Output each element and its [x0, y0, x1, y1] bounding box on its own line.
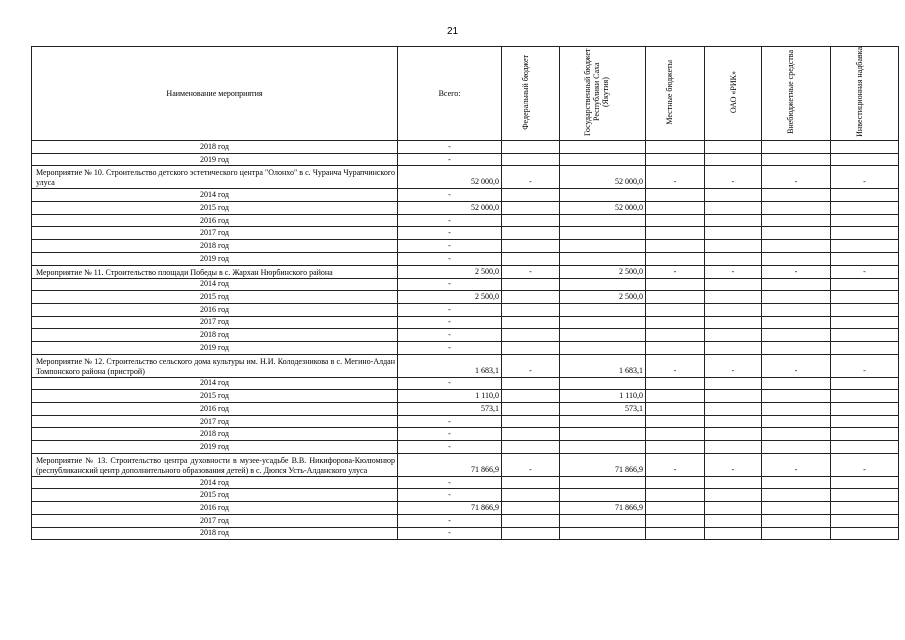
year-row [32, 514, 899, 527]
rik-cell [705, 415, 762, 428]
republic-cell [560, 278, 646, 291]
local-cell [646, 403, 705, 416]
local-cell [646, 476, 705, 489]
total-cell: 71 866,9 [398, 453, 502, 476]
offbudget-cell [762, 502, 831, 515]
header-republic: Государственный бюджет Республики Саха (Якутия) [560, 47, 646, 141]
year-row [32, 527, 899, 540]
total-cell: - [398, 153, 502, 166]
offbudget-cell [762, 390, 831, 403]
republic-cell: 71 866,9 [560, 453, 646, 476]
local-cell [646, 341, 705, 354]
year-cell: 2017 год [32, 316, 398, 329]
year-cell: 2016 год [32, 303, 398, 316]
invest-cell [831, 341, 899, 354]
total-cell: - [398, 377, 502, 390]
invest-cell [831, 240, 899, 253]
local-cell [646, 514, 705, 527]
year-cell: 2016 год [32, 502, 398, 515]
local-cell: - [646, 166, 705, 189]
republic-cell: 1 683,1 [560, 354, 646, 377]
total-cell: - [398, 489, 502, 502]
invest-cell [831, 303, 899, 316]
year-cell: 2016 год [32, 403, 398, 416]
invest-cell [831, 489, 899, 502]
year-row [32, 141, 899, 154]
invest-cell: - [831, 453, 899, 476]
year-cell: 2015 год [32, 291, 398, 304]
year-row [32, 341, 899, 354]
rik-cell [705, 214, 762, 227]
year-row [32, 329, 899, 342]
federal-cell [502, 527, 560, 540]
header-total: Всего: [398, 47, 502, 141]
event-name-cell: Мероприятие № 13. Строительство центра духовности в музее-усадьбе В.В. Никифорова-Кюлюмнюр (республиканский центр дополнительного образования детей) в с. Дюпся Усть-Алданского улуса [32, 453, 398, 476]
event-row [32, 354, 899, 377]
invest-cell: - [831, 166, 899, 189]
republic-cell: 2 500,0 [560, 291, 646, 304]
year-cell: 2018 год [32, 329, 398, 342]
rik-cell [705, 291, 762, 304]
event-row [32, 453, 899, 476]
offbudget-cell [762, 441, 831, 454]
rik-cell [705, 502, 762, 515]
header-offbudget: Внебюджетные средства [762, 47, 831, 141]
year-row [32, 476, 899, 489]
republic-cell: 52 000,0 [560, 202, 646, 215]
offbudget-cell [762, 377, 831, 390]
offbudget-cell [762, 476, 831, 489]
total-cell: 2 500,0 [398, 265, 502, 278]
federal-cell [502, 153, 560, 166]
offbudget-cell [762, 341, 831, 354]
year-cell: 2018 год [32, 141, 398, 154]
total-cell: - [398, 514, 502, 527]
invest-cell [831, 227, 899, 240]
local-cell [646, 278, 705, 291]
rik-cell [705, 303, 762, 316]
republic-cell [560, 141, 646, 154]
year-row [32, 428, 899, 441]
total-cell: 573,1 [398, 403, 502, 416]
federal-cell: - [502, 354, 560, 377]
federal-cell [502, 341, 560, 354]
federal-cell [502, 291, 560, 304]
federal-cell [502, 240, 560, 253]
rik-cell [705, 202, 762, 215]
rik-cell [705, 428, 762, 441]
year-row [32, 377, 899, 390]
rik-cell: - [705, 453, 762, 476]
year-row [32, 202, 899, 215]
federal-cell [502, 403, 560, 416]
republic-cell [560, 527, 646, 540]
rik-cell [705, 527, 762, 540]
rik-cell [705, 153, 762, 166]
federal-cell [502, 476, 560, 489]
offbudget-cell [762, 252, 831, 265]
republic-cell [560, 227, 646, 240]
total-cell: - [398, 316, 502, 329]
invest-cell [831, 153, 899, 166]
local-cell [646, 441, 705, 454]
republic-cell [560, 316, 646, 329]
year-cell: 2015 год [32, 489, 398, 502]
federal-cell [502, 390, 560, 403]
invest-cell [831, 329, 899, 342]
year-cell: 2015 год [32, 390, 398, 403]
year-cell: 2015 год [32, 202, 398, 215]
offbudget-cell [762, 403, 831, 416]
invest-cell [831, 476, 899, 489]
republic-cell [560, 377, 646, 390]
federal-cell [502, 428, 560, 441]
republic-cell [560, 189, 646, 202]
republic-cell [560, 303, 646, 316]
local-cell [646, 214, 705, 227]
republic-cell [560, 415, 646, 428]
year-row [32, 214, 899, 227]
rik-cell [705, 316, 762, 329]
year-cell: 2019 год [32, 341, 398, 354]
year-row [32, 291, 899, 304]
invest-cell [831, 141, 899, 154]
year-row [32, 502, 899, 515]
local-cell [646, 489, 705, 502]
total-cell: 1 683,1 [398, 354, 502, 377]
total-cell: - [398, 141, 502, 154]
total-cell: - [398, 476, 502, 489]
rik-cell: - [705, 354, 762, 377]
republic-cell [560, 214, 646, 227]
year-row [32, 278, 899, 291]
federal-cell [502, 489, 560, 502]
federal-cell: - [502, 265, 560, 278]
offbudget-cell [762, 153, 831, 166]
rik-cell [705, 441, 762, 454]
invest-cell [831, 441, 899, 454]
republic-cell [560, 441, 646, 454]
year-cell: 2019 год [32, 153, 398, 166]
rik-cell [705, 278, 762, 291]
year-cell: 2014 год [32, 377, 398, 390]
rik-cell [705, 252, 762, 265]
rik-cell [705, 227, 762, 240]
total-cell: - [398, 441, 502, 454]
rik-cell [705, 403, 762, 416]
federal-cell [502, 189, 560, 202]
local-cell [646, 428, 705, 441]
local-cell: - [646, 265, 705, 278]
total-cell: - [398, 240, 502, 253]
year-cell: 2017 год [32, 415, 398, 428]
federal-cell [502, 316, 560, 329]
republic-cell [560, 341, 646, 354]
rik-cell [705, 377, 762, 390]
local-cell [646, 329, 705, 342]
federal-cell [502, 415, 560, 428]
federal-cell [502, 514, 560, 527]
offbudget-cell: - [762, 453, 831, 476]
year-cell: 2017 год [32, 514, 398, 527]
total-cell: - [398, 189, 502, 202]
local-cell [646, 303, 705, 316]
year-cell: 2019 год [32, 441, 398, 454]
offbudget-cell [762, 415, 831, 428]
year-cell: 2014 год [32, 278, 398, 291]
table-body [32, 141, 899, 540]
local-cell [646, 415, 705, 428]
invest-cell [831, 415, 899, 428]
federal-cell [502, 329, 560, 342]
year-cell: 2014 год [32, 476, 398, 489]
federal-cell [502, 441, 560, 454]
invest-cell [831, 202, 899, 215]
year-row [32, 189, 899, 202]
year-cell: 2018 год [32, 240, 398, 253]
year-row [32, 489, 899, 502]
rik-cell [705, 141, 762, 154]
local-cell [646, 227, 705, 240]
rik-cell [705, 476, 762, 489]
year-row [32, 403, 899, 416]
offbudget-cell [762, 316, 831, 329]
federal-cell: - [502, 166, 560, 189]
total-cell: - [398, 227, 502, 240]
republic-cell [560, 428, 646, 441]
invest-cell [831, 502, 899, 515]
invest-cell [831, 214, 899, 227]
republic-cell [560, 489, 646, 502]
total-cell: 52 000,0 [398, 166, 502, 189]
year-row [32, 240, 899, 253]
local-cell [646, 202, 705, 215]
republic-cell: 71 866,9 [560, 502, 646, 515]
local-cell [646, 153, 705, 166]
offbudget-cell [762, 240, 831, 253]
total-cell: 2 500,0 [398, 291, 502, 304]
year-row [32, 415, 899, 428]
rik-cell [705, 329, 762, 342]
budget-table [31, 46, 899, 540]
total-cell: - [398, 303, 502, 316]
federal-cell [502, 377, 560, 390]
rik-cell [705, 189, 762, 202]
local-cell [646, 189, 705, 202]
offbudget-cell [762, 329, 831, 342]
rik-cell: - [705, 166, 762, 189]
republic-cell: 1 110,0 [560, 390, 646, 403]
offbudget-cell [762, 202, 831, 215]
federal-cell [502, 214, 560, 227]
rik-cell [705, 240, 762, 253]
federal-cell [502, 252, 560, 265]
federal-cell [502, 502, 560, 515]
year-row [32, 303, 899, 316]
total-cell: - [398, 415, 502, 428]
offbudget-cell [762, 303, 831, 316]
invest-cell [831, 278, 899, 291]
offbudget-cell: - [762, 354, 831, 377]
year-cell: 2018 год [32, 527, 398, 540]
local-cell: - [646, 354, 705, 377]
total-cell: - [398, 214, 502, 227]
event-name-cell: Мероприятие № 10. Строительство детского эстетического центра "Олонхо" в с. Чуранча Чурапчинского улуса [32, 166, 398, 189]
offbudget-cell: - [762, 265, 831, 278]
federal-cell [502, 303, 560, 316]
invest-cell [831, 252, 899, 265]
republic-cell [560, 476, 646, 489]
event-name-cell: Мероприятие № 11. Строительство площади Победы в с. Жархан Нюрбинского района [32, 265, 398, 278]
invest-cell [831, 189, 899, 202]
year-cell: 2016 год [32, 214, 398, 227]
offbudget-cell [762, 141, 831, 154]
federal-cell [502, 141, 560, 154]
republic-cell [560, 240, 646, 253]
offbudget-cell [762, 514, 831, 527]
year-cell: 2014 год [32, 189, 398, 202]
republic-cell: 52 000,0 [560, 166, 646, 189]
republic-cell [560, 252, 646, 265]
year-row [32, 227, 899, 240]
total-cell: - [398, 428, 502, 441]
total-cell: - [398, 329, 502, 342]
total-cell: 1 110,0 [398, 390, 502, 403]
invest-cell [831, 377, 899, 390]
invest-cell [831, 390, 899, 403]
header-local: Местные бюджеты [646, 47, 705, 141]
year-row [32, 252, 899, 265]
header-rik: ОАО «РИК» [705, 47, 762, 141]
year-row [32, 390, 899, 403]
federal-cell [502, 278, 560, 291]
offbudget-cell: - [762, 166, 831, 189]
invest-cell [831, 316, 899, 329]
invest-cell: - [831, 265, 899, 278]
federal-cell [502, 202, 560, 215]
year-cell: 2019 год [32, 252, 398, 265]
offbudget-cell [762, 214, 831, 227]
invest-cell [831, 403, 899, 416]
total-cell: - [398, 252, 502, 265]
offbudget-cell [762, 227, 831, 240]
local-cell [646, 252, 705, 265]
total-cell: - [398, 341, 502, 354]
republic-cell [560, 329, 646, 342]
local-cell [646, 527, 705, 540]
invest-cell [831, 428, 899, 441]
total-cell: 52 000,0 [398, 202, 502, 215]
total-cell: 71 866,9 [398, 502, 502, 515]
invest-cell [831, 527, 899, 540]
invest-cell [831, 514, 899, 527]
event-row [32, 265, 899, 278]
republic-cell: 573,1 [560, 403, 646, 416]
rik-cell [705, 341, 762, 354]
year-row [32, 316, 899, 329]
republic-cell [560, 514, 646, 527]
year-row [32, 441, 899, 454]
local-cell [646, 390, 705, 403]
offbudget-cell [762, 428, 831, 441]
local-cell [646, 141, 705, 154]
federal-cell [502, 227, 560, 240]
local-cell [646, 240, 705, 253]
year-cell: 2018 год [32, 428, 398, 441]
event-name-cell: Мероприятие № 12. Строительство сельского дома культуры им. Н.И. Колодезникова в с. Мегино-Алдан Томпонского района (пристрой) [32, 354, 398, 377]
rik-cell [705, 390, 762, 403]
offbudget-cell [762, 291, 831, 304]
header-invest: Инвестиционная надбавка [831, 47, 899, 141]
invest-cell: - [831, 354, 899, 377]
header-federal: Федеральный бюджет [502, 47, 560, 141]
total-cell: - [398, 278, 502, 291]
page-number: 21 [446, 26, 459, 37]
year-row [32, 153, 899, 166]
rik-cell [705, 489, 762, 502]
local-cell [646, 316, 705, 329]
local-cell [646, 291, 705, 304]
offbudget-cell [762, 189, 831, 202]
header-name: Наименование мероприятия [32, 47, 398, 141]
republic-cell: 2 500,0 [560, 265, 646, 278]
invest-cell [831, 291, 899, 304]
event-row [32, 166, 899, 189]
total-cell: - [398, 527, 502, 540]
local-cell: - [646, 453, 705, 476]
local-cell [646, 377, 705, 390]
rik-cell: - [705, 265, 762, 278]
federal-cell: - [502, 453, 560, 476]
table-header-row [32, 47, 899, 141]
republic-cell [560, 153, 646, 166]
offbudget-cell [762, 278, 831, 291]
offbudget-cell [762, 527, 831, 540]
year-cell: 2017 год [32, 227, 398, 240]
rik-cell [705, 514, 762, 527]
local-cell [646, 502, 705, 515]
offbudget-cell [762, 489, 831, 502]
